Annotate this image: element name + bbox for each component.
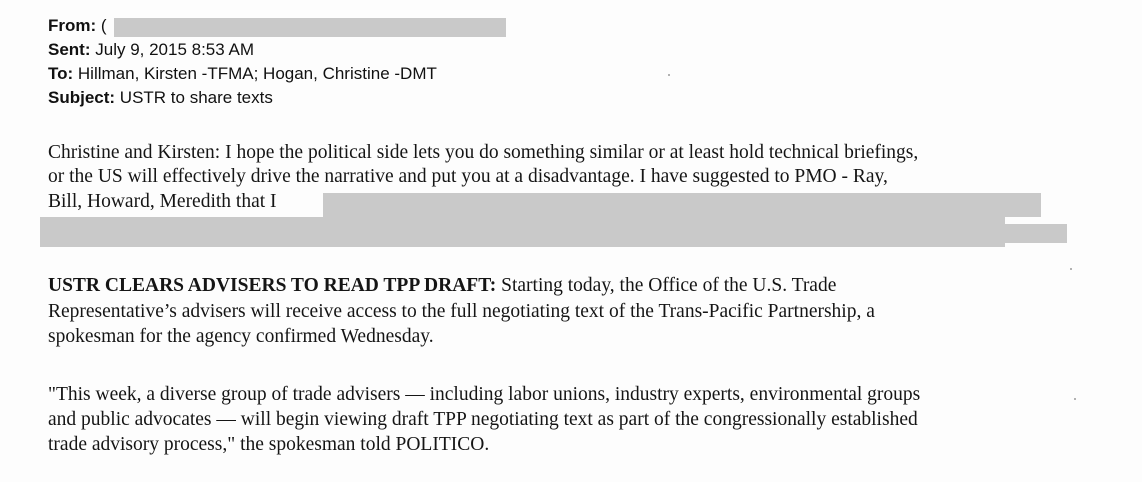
scan-speck — [1074, 398, 1076, 400]
to-label: To: — [48, 64, 74, 83]
redaction-block-intro-3 — [1005, 224, 1067, 243]
article-line-1 — [48, 274, 836, 298]
from-line — [48, 16, 107, 36]
scan-speck — [1070, 268, 1072, 270]
redaction-block-intro — [323, 193, 1041, 217]
quote-line-2: and public advocates — will begin viewing draft TPP negotiating text as part of the congressionally established — [48, 409, 918, 430]
sent-value: July 9, 2015 8:53 AM — [95, 40, 255, 59]
subject-label: Subject: — [48, 88, 116, 107]
intro-line-2: or the US will effectively drive the narrative and put you at a disadvantage. I have suggested to PMO - Ray, — [48, 166, 888, 187]
quote-line-1: "This week, a diverse group of trade advisers — including labor unions, industry experts, environmental groups — [48, 384, 921, 405]
article-headline: USTR CLEARS ADVISERS TO READ TPP DRAFT: — [48, 275, 497, 296]
to-value: Hillman, Kirsten -TFMA; Hogan, Christine -DMT — [77, 64, 437, 83]
redaction-block-intro-2 — [40, 217, 1005, 247]
article-line-3: spokesman for the agency confirmed Wednesday. — [48, 326, 434, 347]
quote-line-3: trade advisory process," the spokesman told POLITICO. — [48, 434, 490, 455]
sent-line — [48, 40, 254, 60]
redaction-block-sender — [114, 18, 506, 37]
from-value: ( — [100, 16, 107, 35]
subject-value: USTR to share texts — [119, 88, 273, 107]
article-line-2: Representative’s advisers will receive access to the full negotiating text of the Trans-Pacific Partnership, a — [48, 301, 875, 322]
intro-line-3: Bill, Howard, Meredith that I — [48, 191, 277, 212]
article-lead: Starting today, the Office of the U.S. Trade — [496, 275, 837, 296]
from-label: From: — [48, 16, 97, 35]
scan-speck — [668, 74, 670, 76]
sent-label: Sent: — [48, 40, 91, 59]
subject-line — [48, 88, 273, 108]
to-line — [48, 64, 437, 84]
intro-line-1: Christine and Kirsten: I hope the political side lets you do something similar or at least hold technical briefings, — [48, 142, 919, 163]
